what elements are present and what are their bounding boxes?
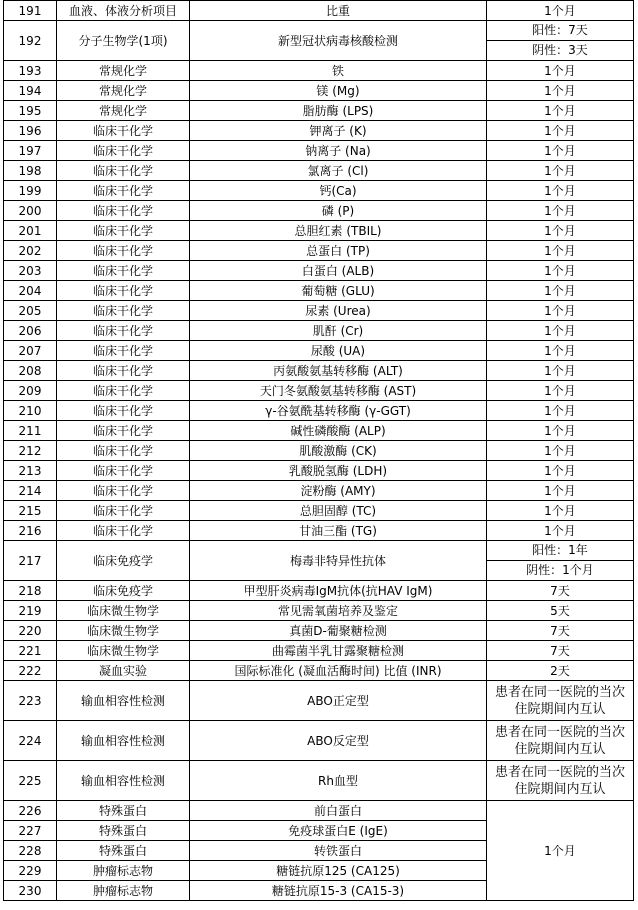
item-cell: 常见需氧菌培养及鉴定 bbox=[190, 601, 487, 621]
item-cell: 总胆红素 (TBIL) bbox=[190, 221, 487, 241]
item-cell: 前白蛋白 bbox=[190, 801, 487, 821]
item-cell: 总蛋白 (TP) bbox=[190, 241, 487, 261]
table-row bbox=[4, 601, 634, 621]
category-cell: 临床微生物学 bbox=[57, 641, 190, 661]
item-cell: 尿素 (Urea) bbox=[190, 301, 487, 321]
row-number-cell: 219 bbox=[4, 601, 57, 621]
table-row bbox=[4, 501, 634, 521]
category-cell: 血液、体液分析项目 bbox=[57, 1, 190, 21]
category-cell: 输血相容性检测 bbox=[57, 761, 190, 801]
period-cell: 1个月 bbox=[487, 101, 634, 121]
row-number-cell: 214 bbox=[4, 481, 57, 501]
item-cell: 比重 bbox=[190, 1, 487, 21]
category-cell: 临床干化学 bbox=[57, 341, 190, 361]
table-row bbox=[4, 641, 634, 661]
category-cell: 临床免疫学 bbox=[57, 581, 190, 601]
period-cell: 1个月 bbox=[487, 281, 634, 301]
category-cell: 临床干化学 bbox=[57, 481, 190, 501]
item-cell: 乳酸脱氢酶 (LDH) bbox=[190, 461, 487, 481]
row-number-cell: 206 bbox=[4, 321, 57, 341]
table-row bbox=[4, 401, 634, 421]
period-cell: 1个月 bbox=[487, 1, 634, 21]
row-number-cell: 220 bbox=[4, 621, 57, 641]
category-cell: 凝血实验 bbox=[57, 661, 190, 681]
item-cell: γ-谷氨酰基转移酶 (γ-GGT) bbox=[190, 401, 487, 421]
category-cell: 临床干化学 bbox=[57, 461, 190, 481]
table-row bbox=[4, 241, 634, 261]
row-number-cell: 212 bbox=[4, 441, 57, 461]
category-cell: 肿瘤标志物 bbox=[57, 881, 190, 901]
category-cell: 临床微生物学 bbox=[57, 621, 190, 641]
category-cell: 肿瘤标志物 bbox=[57, 861, 190, 881]
item-cell: 国际标准化 (凝血活酶时间) 比值 (INR) bbox=[190, 661, 487, 681]
period-cell: 5天 bbox=[487, 601, 634, 621]
category-cell: 临床免疫学 bbox=[57, 541, 190, 581]
row-number-cell: 227 bbox=[4, 821, 57, 841]
item-cell: 铁 bbox=[190, 61, 487, 81]
row-number-cell: 204 bbox=[4, 281, 57, 301]
period-cell: 1个月 bbox=[487, 221, 634, 241]
period-cell: 1个月 bbox=[487, 201, 634, 221]
table-row bbox=[4, 661, 634, 681]
period-cell: 患者在同一医院的当次住院期间内互认 bbox=[487, 721, 634, 761]
period-cell: 1个月 bbox=[487, 401, 634, 421]
item-cell: 镁 (Mg) bbox=[190, 81, 487, 101]
item-cell: 氯离子 (Cl) bbox=[190, 161, 487, 181]
row-number-cell: 223 bbox=[4, 681, 57, 721]
table-row bbox=[4, 681, 634, 721]
category-cell: 临床干化学 bbox=[57, 281, 190, 301]
category-cell: 临床干化学 bbox=[57, 321, 190, 341]
period-cell: 1个月 bbox=[487, 181, 634, 201]
period-cell: 1个月 bbox=[487, 461, 634, 481]
item-cell: 总胆固醇 (TC) bbox=[190, 501, 487, 521]
table-row bbox=[4, 161, 634, 181]
item-cell: 转铁蛋白 bbox=[190, 841, 487, 861]
period-cell: 1个月 bbox=[487, 81, 634, 101]
category-cell: 临床干化学 bbox=[57, 361, 190, 381]
period-line: 阴性：1个月 bbox=[487, 560, 633, 580]
row-number-cell: 199 bbox=[4, 181, 57, 201]
category-cell: 临床干化学 bbox=[57, 121, 190, 141]
period-cell: 1个月 bbox=[487, 361, 634, 381]
test-items-table bbox=[3, 0, 634, 901]
period-cell: 患者在同一医院的当次住院期间内互认 bbox=[487, 681, 634, 721]
category-cell: 临床干化学 bbox=[57, 221, 190, 241]
period-cell: 1个月 bbox=[487, 121, 634, 141]
item-cell: 磷 (P) bbox=[190, 201, 487, 221]
item-cell: 碱性磷酸酶 (ALP) bbox=[190, 421, 487, 441]
table-row bbox=[4, 261, 634, 281]
row-number-cell: 205 bbox=[4, 301, 57, 321]
category-cell: 临床微生物学 bbox=[57, 601, 190, 621]
item-cell: 脂肪酶 (LPS) bbox=[190, 101, 487, 121]
row-number-cell: 207 bbox=[4, 341, 57, 361]
item-cell: Rh血型 bbox=[190, 761, 487, 801]
row-number-cell: 192 bbox=[4, 21, 57, 61]
item-cell: 甘油三酯 (TG) bbox=[190, 521, 487, 541]
period-cell bbox=[487, 541, 634, 581]
item-cell: 淀粉酶 (AMY) bbox=[190, 481, 487, 501]
item-cell: 丙氨酸氨基转移酶 (ALT) bbox=[190, 361, 487, 381]
item-cell: 钙(Ca) bbox=[190, 181, 487, 201]
table-row bbox=[4, 581, 634, 601]
table-row bbox=[4, 481, 634, 501]
category-cell: 临床干化学 bbox=[57, 521, 190, 541]
table-row bbox=[4, 521, 634, 541]
item-cell: 真菌D-葡聚糖检测 bbox=[190, 621, 487, 641]
table-row bbox=[4, 101, 634, 121]
category-cell: 临床干化学 bbox=[57, 161, 190, 181]
table-row bbox=[4, 381, 634, 401]
period-cell: 患者在同一医院的当次住院期间内互认 bbox=[487, 761, 634, 801]
item-cell: 梅毒非特异性抗体 bbox=[190, 541, 487, 581]
row-number-cell: 195 bbox=[4, 101, 57, 121]
period-cell: 1个月 bbox=[487, 141, 634, 161]
row-number-cell: 200 bbox=[4, 201, 57, 221]
table-row bbox=[4, 461, 634, 481]
item-cell: 曲霉菌半乳甘露聚糖检测 bbox=[190, 641, 487, 661]
row-number-cell: 216 bbox=[4, 521, 57, 541]
row-number-cell: 191 bbox=[4, 1, 57, 21]
category-cell: 特殊蛋白 bbox=[57, 821, 190, 841]
row-number-cell: 224 bbox=[4, 721, 57, 761]
period-cell: 1个月 bbox=[487, 481, 634, 501]
row-number-cell: 221 bbox=[4, 641, 57, 661]
item-cell: 肌酸激酶 (CK) bbox=[190, 441, 487, 461]
row-number-cell: 228 bbox=[4, 841, 57, 861]
table-row bbox=[4, 341, 634, 361]
table-row bbox=[4, 301, 634, 321]
period-cell: 1个月 bbox=[487, 161, 634, 181]
item-cell: 新型冠状病毒核酸检测 bbox=[190, 21, 487, 61]
row-number-cell: 197 bbox=[4, 141, 57, 161]
table-row bbox=[4, 361, 634, 381]
row-number-cell: 198 bbox=[4, 161, 57, 181]
table-row bbox=[4, 81, 634, 101]
item-cell: 白蛋白 (ALB) bbox=[190, 261, 487, 281]
table-row bbox=[4, 281, 634, 301]
row-number-cell: 210 bbox=[4, 401, 57, 421]
row-number-cell: 213 bbox=[4, 461, 57, 481]
item-cell: 葡萄糖 (GLU) bbox=[190, 281, 487, 301]
period-line: 阴性：3天 bbox=[487, 40, 633, 60]
table-body bbox=[4, 1, 634, 901]
category-cell: 临床干化学 bbox=[57, 421, 190, 441]
row-number-cell: 222 bbox=[4, 661, 57, 681]
table-row bbox=[4, 761, 634, 801]
table-row bbox=[4, 541, 634, 581]
category-cell: 临床干化学 bbox=[57, 261, 190, 281]
table-row bbox=[4, 1, 634, 21]
period-cell: 1个月 bbox=[487, 301, 634, 321]
category-cell: 输血相容性检测 bbox=[57, 681, 190, 721]
row-number-cell: 211 bbox=[4, 421, 57, 441]
row-number-cell: 201 bbox=[4, 221, 57, 241]
period-cell: 1个月 bbox=[487, 261, 634, 281]
item-cell: 天门冬氨酸氨基转移酶 (AST) bbox=[190, 381, 487, 401]
row-number-cell: 202 bbox=[4, 241, 57, 261]
table-row bbox=[4, 221, 634, 241]
row-number-cell: 226 bbox=[4, 801, 57, 821]
item-cell: 肌酐 (Cr) bbox=[190, 321, 487, 341]
period-cell: 1个月 bbox=[487, 321, 634, 341]
row-number-cell: 229 bbox=[4, 861, 57, 881]
row-number-cell: 215 bbox=[4, 501, 57, 521]
row-number-cell: 230 bbox=[4, 881, 57, 901]
category-cell: 临床干化学 bbox=[57, 501, 190, 521]
category-cell: 临床干化学 bbox=[57, 181, 190, 201]
period-cell: 2天 bbox=[487, 661, 634, 681]
period-cell: 1个月 bbox=[487, 241, 634, 261]
category-cell: 常规化学 bbox=[57, 61, 190, 81]
category-cell: 临床干化学 bbox=[57, 441, 190, 461]
category-cell: 常规化学 bbox=[57, 101, 190, 121]
row-number-cell: 218 bbox=[4, 581, 57, 601]
category-cell: 临床干化学 bbox=[57, 301, 190, 321]
table-row bbox=[4, 801, 634, 821]
row-number-cell: 193 bbox=[4, 61, 57, 81]
table-row bbox=[4, 421, 634, 441]
item-cell: 甲型肝炎病毒IgM抗体(抗HAV IgM) bbox=[190, 581, 487, 601]
table-row bbox=[4, 121, 634, 141]
category-cell: 常规化学 bbox=[57, 81, 190, 101]
category-cell: 分子生物学(1项) bbox=[57, 21, 190, 61]
category-cell: 临床干化学 bbox=[57, 201, 190, 221]
period-cell: 7天 bbox=[487, 641, 634, 661]
category-cell: 临床干化学 bbox=[57, 141, 190, 161]
item-cell: 免疫球蛋白E (IgE) bbox=[190, 821, 487, 841]
row-number-cell: 209 bbox=[4, 381, 57, 401]
row-number-cell: 217 bbox=[4, 541, 57, 581]
period-cell: 1个月 bbox=[487, 381, 634, 401]
period-cell bbox=[487, 21, 634, 61]
table-row bbox=[4, 61, 634, 81]
period-cell-merged: 1个月 bbox=[487, 801, 634, 901]
period-cell: 1个月 bbox=[487, 61, 634, 81]
category-cell: 特殊蛋白 bbox=[57, 801, 190, 821]
row-number-cell: 194 bbox=[4, 81, 57, 101]
row-number-cell: 196 bbox=[4, 121, 57, 141]
category-cell: 临床干化学 bbox=[57, 241, 190, 261]
period-cell: 1个月 bbox=[487, 521, 634, 541]
item-cell: ABO反定型 bbox=[190, 721, 487, 761]
item-cell: 糖链抗原125 (CA125) bbox=[190, 861, 487, 881]
item-cell: ABO正定型 bbox=[190, 681, 487, 721]
period-cell: 1个月 bbox=[487, 341, 634, 361]
row-number-cell: 203 bbox=[4, 261, 57, 281]
category-cell: 特殊蛋白 bbox=[57, 841, 190, 861]
item-cell: 钾离子 (K) bbox=[190, 121, 487, 141]
period-line: 阳性：1年 bbox=[532, 543, 588, 557]
table-row bbox=[4, 441, 634, 461]
period-cell: 1个月 bbox=[487, 441, 634, 461]
period-cell: 1个月 bbox=[487, 501, 634, 521]
table-row bbox=[4, 621, 634, 641]
category-cell: 临床干化学 bbox=[57, 381, 190, 401]
category-cell: 临床干化学 bbox=[57, 401, 190, 421]
table-row bbox=[4, 21, 634, 61]
period-line: 阳性：7天 bbox=[532, 23, 588, 37]
row-number-cell: 225 bbox=[4, 761, 57, 801]
row-number-cell: 208 bbox=[4, 361, 57, 381]
table-row bbox=[4, 321, 634, 341]
item-cell: 钠离子 (Na) bbox=[190, 141, 487, 161]
table-row bbox=[4, 181, 634, 201]
item-cell: 糖链抗原15-3 (CA15-3) bbox=[190, 881, 487, 901]
category-cell: 输血相容性检测 bbox=[57, 721, 190, 761]
period-cell: 1个月 bbox=[487, 421, 634, 441]
item-cell: 尿酸 (UA) bbox=[190, 341, 487, 361]
table-row bbox=[4, 721, 634, 761]
table-row bbox=[4, 141, 634, 161]
period-cell: 7天 bbox=[487, 621, 634, 641]
table-row bbox=[4, 201, 634, 221]
period-cell: 7天 bbox=[487, 581, 634, 601]
